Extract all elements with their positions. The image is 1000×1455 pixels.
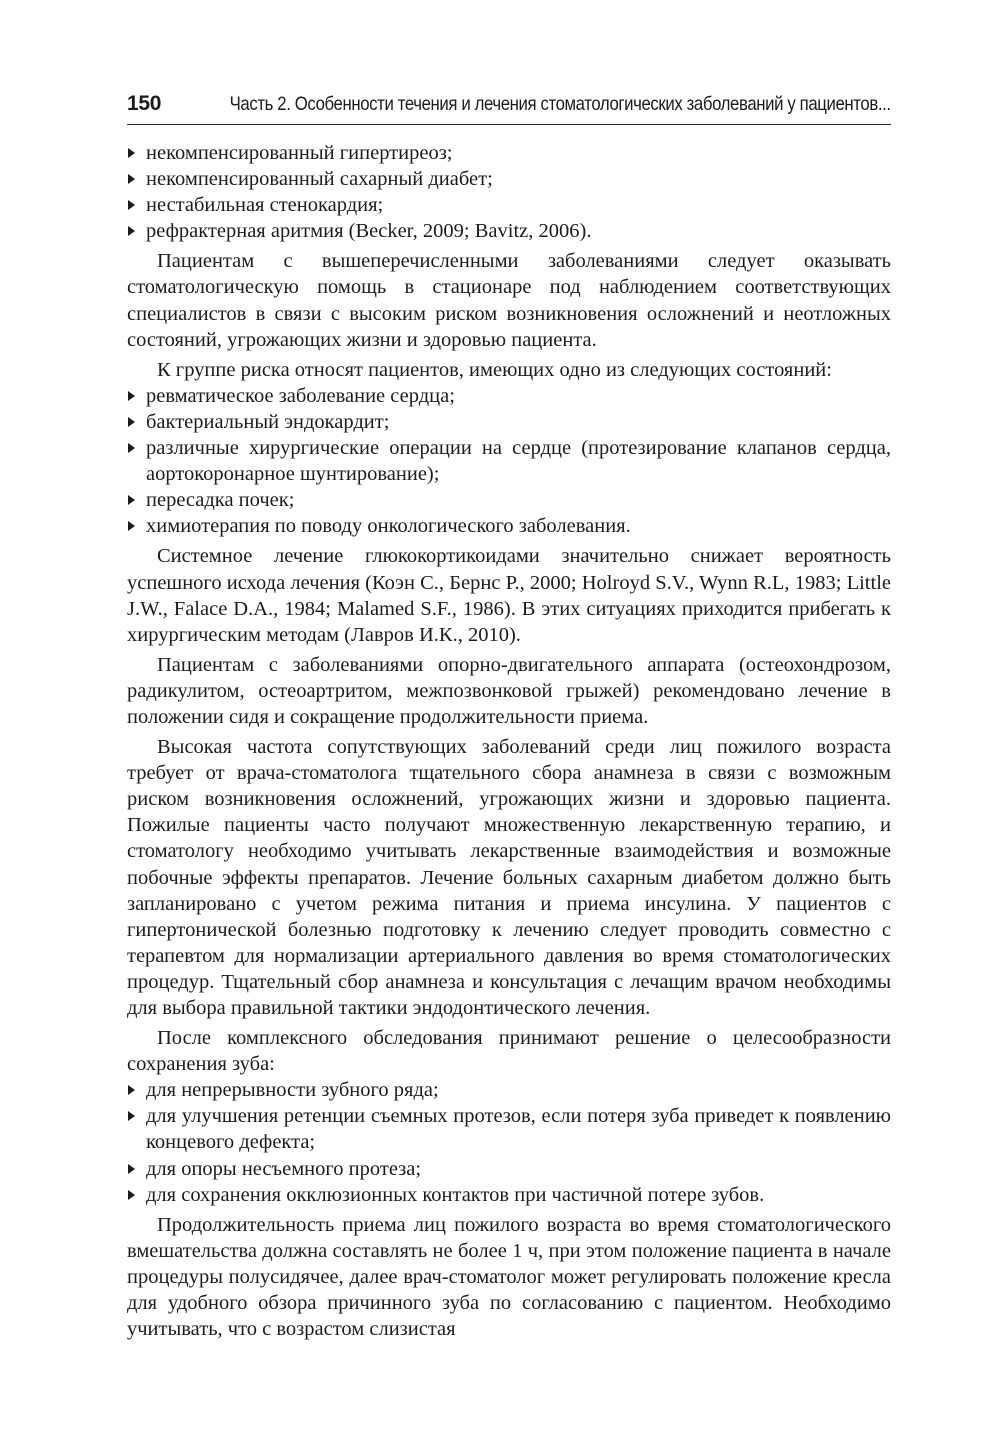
triangle-bullet-icon xyxy=(128,1164,135,1174)
triangle-bullet-icon xyxy=(128,495,135,505)
list-item: химиотерапия по поводу онкологического заболевания. xyxy=(127,513,891,539)
list-item: рефрактерная аритмия (Becker, 2009; Bavitz, 2006). xyxy=(127,218,891,244)
paragraph: Системное лечение глюкокортикоидами значительно снижает вероятность успешного исхода лечения (Коэн С., Бернс Р., 2000; Holroyd S.V., Wynn R.L, 1983; Little J.W., Falace D.A., 1984; Malamed S.F., 1986). В этих ситуациях приходится прибегать к хирургическим методам (Лавров И.К., 2010). xyxy=(127,545,891,646)
list-item: некомпенсированный сахарный диабет; xyxy=(127,166,891,192)
list-item: для сохранения окклюзионных контактов при частичной потере зубов. xyxy=(127,1182,891,1208)
paragraph: Пациентам с вышеперечисленными заболеваниями следует оказывать стоматологическую помощь в стационаре под наблюдением соответствующих специалистов в связи с высоким риском возникновения осложнений и неотложных состояний, угрожающих жизни и здоровью пациента. xyxy=(127,250,891,351)
triangle-bullet-icon xyxy=(128,226,135,236)
list-item: для улучшения ретенции съемных протезов, если потеря зуба приведет к появлению концевого дефекта; xyxy=(127,1103,891,1155)
tooth-preservation-list xyxy=(127,1077,891,1207)
triangle-bullet-icon xyxy=(128,443,135,453)
paragraph: Продолжительность приема лиц пожилого возраста во время стоматологического вмешательства должна составлять не более 1 ч, при этом положение пациента в начале процедуры полусидячее, далее врач-стоматолог может регулировать положение кресла для удобного обзора причинного зуба по согласованию с пациентом. Необходимо учитывать, что с возрастом слизистая xyxy=(127,1213,891,1341)
list-item: различные хирургические операции на сердце (протезирование клапанов сердца, аортокоронарное шунтирование); xyxy=(127,435,891,487)
page-number: 150 xyxy=(127,92,162,115)
triangle-bullet-icon xyxy=(128,417,135,427)
triangle-bullet-icon xyxy=(128,1190,135,1200)
triangle-bullet-icon xyxy=(128,391,135,401)
list-item: пересадка почек; xyxy=(127,487,891,513)
list-item: для опоры несъемного протеза; xyxy=(127,1156,891,1182)
triangle-bullet-icon xyxy=(128,1111,135,1121)
list-item: бактериальный эндокардит; xyxy=(127,409,891,435)
paragraph: К группе риска относят пациентов, имеющих одно из следующих состояний: xyxy=(157,358,832,381)
paragraph: Пациентам с заболеваниями опорно-двигательного аппарата (остеохондрозом, радикулитом, остеоартритом, межпозвонковой грыжей) рекомендовано лечение в положении сидя и сокращение продолжительности приема. xyxy=(127,653,891,728)
paragraph: Высокая частота сопутствующих заболеваний среди лиц пожилого возраста требует от врача-стоматолога тщательного сбора анамнеза в связи с возможным риском возникновения осложнений, угрожающих жизни и здоровью пациента. Пожилые пациенты часто получают множественную лекарственную терапию, и стоматологу необходимо учитывать лекарственные взаимодействия и возможные побочные эффекты препаратов. Лечение больных сахарным диабетом должно быть запланировано с учетом режима питания и приема инсулина. У пациентов с гипертонической болезнью подготовку к лечению следует проводить совместно с терапевтом для нормализации артериального давления во время стоматологических процедур. Тщательный сбор анамнеза и консультация с лечащим врачом необходимы для выбора правильной тактики эндодонтического лечения. xyxy=(127,736,891,1019)
list-item: для непрерывности зубного ряда; xyxy=(127,1077,891,1103)
paragraph: После комплексного обследования принимают решение о целесообразности сохранения зуба: xyxy=(127,1027,891,1076)
risk-group-list xyxy=(127,383,891,540)
contraindication-list xyxy=(127,140,891,244)
list-item: некомпенсированный гипертиреоз; xyxy=(127,140,891,166)
running-header xyxy=(127,88,891,125)
triangle-bullet-icon xyxy=(128,174,135,184)
triangle-bullet-icon xyxy=(128,521,135,531)
triangle-bullet-icon xyxy=(128,200,135,210)
page-body xyxy=(127,140,891,1342)
triangle-bullet-icon xyxy=(128,1085,135,1095)
running-title: Часть 2. Особенности течения и лечения стоматологических заболеваний у пациентов... xyxy=(229,93,891,115)
triangle-bullet-icon xyxy=(128,148,135,158)
list-item: нестабильная стенокардия; xyxy=(127,192,891,218)
list-item: ревматическое заболевание сердца; xyxy=(127,383,891,409)
